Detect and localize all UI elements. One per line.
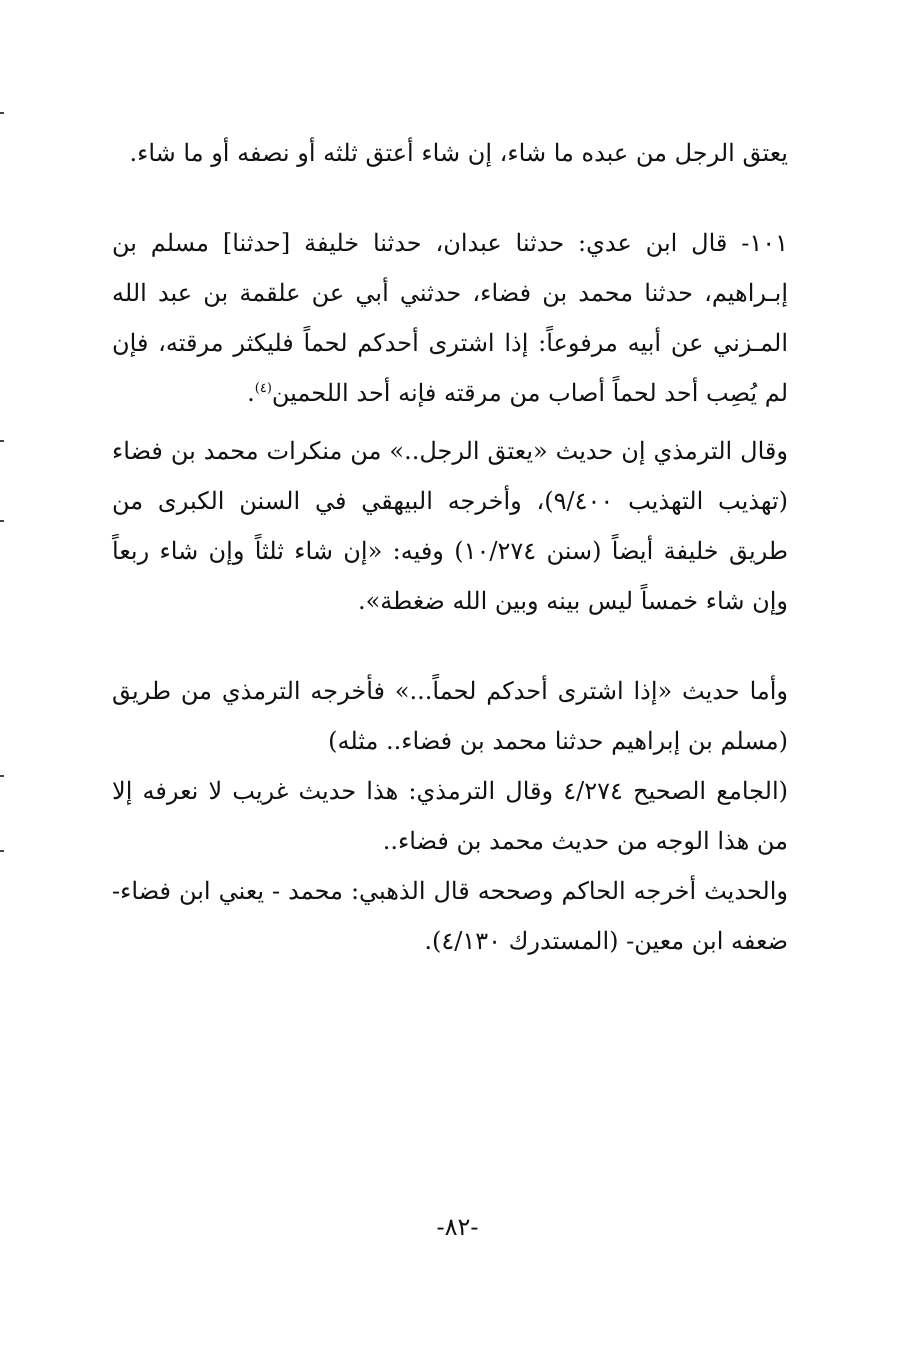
paragraph-text: يعتق الرجل من عبده ما شاء، إن شاء أعتق ثلثه أو نصفه أو ما شاء. bbox=[129, 139, 788, 167]
footnote-reference: (٤) bbox=[254, 381, 272, 396]
scan-edge-mark bbox=[0, 775, 4, 777]
paragraph-text: ١٠١- قال ابن عدي: حدثنا عبدان، حدثنا خليفة [حدثنا] مسلم بن إبـراهيم، حدثنا محمد بن فضاء، حدثني أبي عن علقمة بن عبد الله المـزني عن أبيه مرفوعاً: إذا اشترى أحدكم لحماً فليكثر مرقته، فإن لم يُصِب أحد لحماً أصاب من مرقته فإنه أحد اللحمين bbox=[112, 229, 788, 407]
scan-edge-mark bbox=[0, 850, 4, 852]
paragraph-text: والحديث أخرجه الحاكم وصححه قال الذهبي: محمد - يعني ابن فضاء- ضعفه ابن معين- (المستدرك ٤/١٣٠). bbox=[112, 877, 788, 955]
scan-edge-mark bbox=[0, 520, 4, 522]
page-number: -٨٢- bbox=[436, 1213, 479, 1241]
paragraph-end-mark: . bbox=[247, 379, 255, 407]
paragraph-tirmidhi-note bbox=[112, 426, 788, 626]
scan-edge-mark bbox=[0, 440, 4, 442]
paragraph-text: وأما حديث «إذا اشترى أحدكم لحماً...» فأخرجه الترمذي من طريق (مسلم بن إبراهيم حدثنا محمد بن فضاء.. مثله) bbox=[112, 677, 788, 755]
paragraph-text: وقال الترمذي إن حديث «يعتق الرجل..» من منكرات محمد بن فضاء (تهذيب التهذيب ٩/٤٠٠)، وأخرجه البيهقي في السنن الكبرى من طريق خليفة أيضاً (سنن ١٠/٢٧٤) وفيه: «إن شاء ثلثاً وإن شاء ربعاً وإن شاء خمساً ليس بينه وبين الله ضغطة». bbox=[112, 437, 789, 615]
paragraph-hakim-note bbox=[112, 866, 788, 966]
paragraph-second-hadith bbox=[112, 666, 788, 766]
scan-edge-mark bbox=[0, 112, 4, 114]
paragraph-text: (الجامع الصحيح ٤/٢٧٤ وقال الترمذي: هذا حديث غريب لا نعرفه إلا من هذا الوجه من حديث محمد بن فضاء.. bbox=[112, 777, 789, 855]
paragraph-jami-reference bbox=[112, 766, 788, 866]
paragraph-hadith-101 bbox=[112, 218, 788, 418]
paragraph-1 bbox=[112, 128, 788, 178]
page-body bbox=[112, 128, 788, 966]
